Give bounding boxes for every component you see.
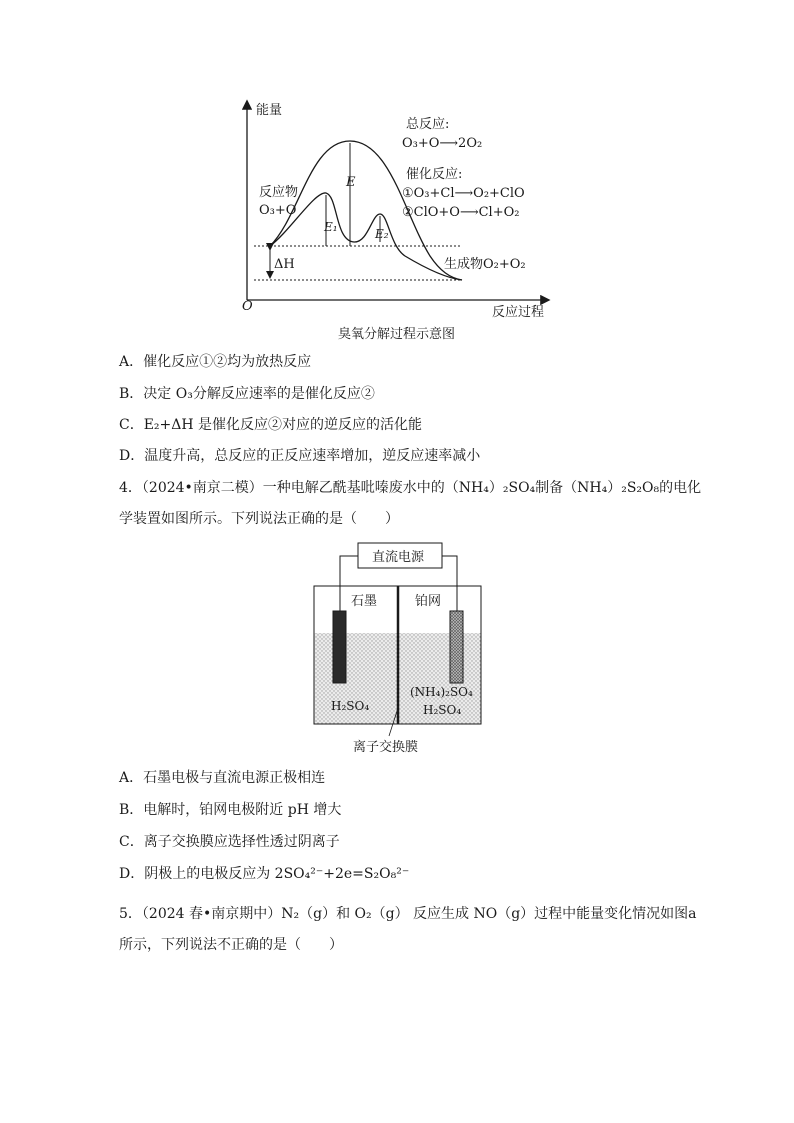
q3-option-b: B．决定 O₃分解反应速率的是催化反应② <box>119 386 375 402</box>
graphite-label: 石墨 <box>351 594 378 609</box>
membrane-label: 离子交换膜 <box>353 740 419 755</box>
power-supply-label: 直流电源 <box>372 550 425 565</box>
q4-option-c: C．离子交换膜应选择性透过阴离子 <box>119 834 340 850</box>
q4-option-b: B．电解时，铂网电极附近 pH 增大 <box>119 802 342 818</box>
q5-stem-line1: 5．（2024 春•南京期中）N₂（g）和 O₂（g） 反应生成 NO（g）过程中能量变化情况如图a <box>119 906 697 922</box>
reactant-formula: O₃+O <box>259 203 297 218</box>
figure1-caption: 臭氧分解过程示意图 <box>338 327 456 342</box>
left-solution-label: H₂SO₄ <box>331 699 370 713</box>
energy-diagram <box>230 96 560 318</box>
catalyzed-eq-2: ②ClO+O⟶Cl+O₂ <box>402 205 520 220</box>
total-reaction-eq: O₃+O⟶2O₂ <box>402 136 483 151</box>
reactant-label: 反应物 <box>259 185 299 200</box>
q3-option-c: C．E₂+ΔH 是催化反应②对应的逆反应的活化能 <box>119 417 423 433</box>
q4-stem-line2: 学装置如图所示。下列说法正确的是（ ） <box>119 511 399 527</box>
catalyzed-reaction-title: 催化反应: <box>406 167 463 182</box>
platinum-mesh-electrode <box>450 611 463 683</box>
electrolysis-diagram <box>305 538 495 760</box>
q4-stem-line1: 4．（2024•南京二模）一种电解乙酰基吡嗪废水中的（NH₄）₂SO₄制备（NH₄）₂S₂O₈的电化 <box>119 480 702 496</box>
delta-h-label: ΔH <box>274 257 295 272</box>
catalyzed-eq-1: ①O₃+Cl⟶O₂+ClO <box>402 186 525 201</box>
e2-label: E₂ <box>375 227 389 241</box>
right-solution-label-2: H₂SO₄ <box>423 703 462 717</box>
e1-label: E₁ <box>324 220 338 234</box>
total-reaction-title: 总反应: <box>406 117 450 132</box>
q3-option-a: A．催化反应①②均为放热反应 <box>119 354 312 370</box>
y-axis-label: 能量 <box>256 103 283 118</box>
q3-option-d: D．温度升高，总反应的正反应速率增加，逆反应速率减小 <box>119 448 481 464</box>
x-axis-label: 反应过程 <box>492 305 545 318</box>
e-label: E <box>346 175 356 190</box>
product-label: 生成物O₂+O₂ <box>444 257 526 272</box>
origin-label: O <box>242 299 253 314</box>
graphite-electrode <box>333 611 346 683</box>
q5-stem-line2: 所示，下列说法不正确的是（ ） <box>119 937 343 953</box>
platinum-label: 铂网 <box>415 594 442 609</box>
q4-option-d: D．阴极上的电极反应为 2SO₄²⁻+2e=S₂O₈²⁻ <box>119 866 410 882</box>
right-solution-label-1: (NH₄)₂SO₄ <box>410 685 473 699</box>
q4-option-a: A．石墨电极与直流电源正极相连 <box>119 770 326 786</box>
